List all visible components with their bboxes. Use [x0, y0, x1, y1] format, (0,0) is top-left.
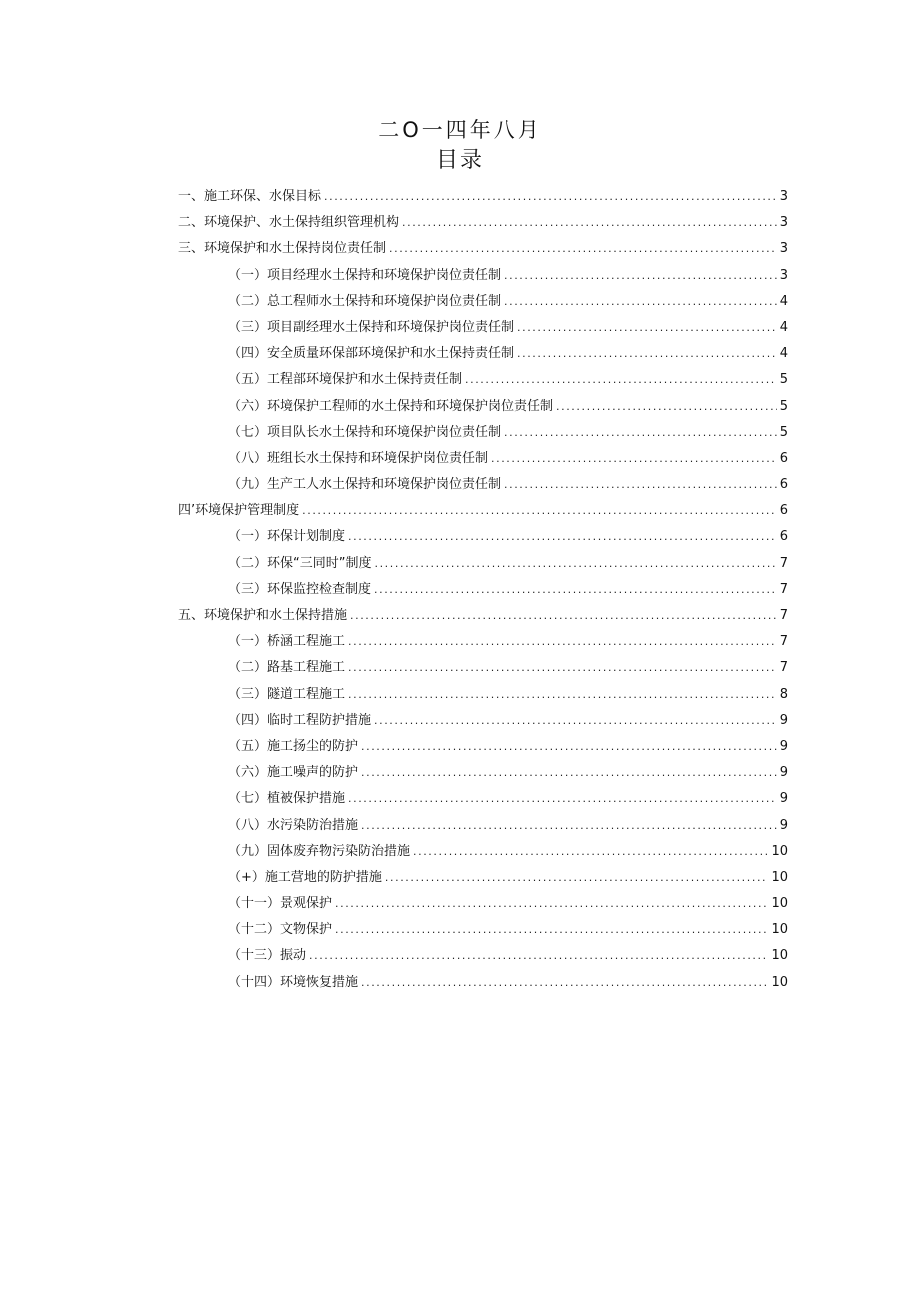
toc-entry[interactable] [178, 708, 788, 734]
toc-page-number: 5 [779, 398, 788, 414]
toc-entry[interactable] [178, 970, 788, 996]
toc-entry[interactable] [178, 498, 788, 524]
toc-entry[interactable] [178, 551, 788, 577]
toc-entry[interactable] [178, 289, 788, 315]
toc-entry-title: （二）环保“三同时”制度 [228, 555, 372, 571]
toc-dot-leader [348, 786, 777, 812]
toc-page-number: 10 [771, 922, 788, 938]
toc-entry-title: （三）项目副经理水土保持和环境保护岗位责任制 [228, 319, 515, 335]
toc-dot-leader [402, 210, 777, 236]
toc-entry-title: （四）临时工程防护措施 [228, 712, 372, 728]
toc-entry[interactable] [178, 734, 788, 760]
toc-page-number: 5 [779, 424, 788, 440]
toc-page-number: 9 [779, 817, 788, 833]
toc-dot-leader [389, 236, 777, 262]
toc-entry-title: （一）项目经理水土保持和环境保护岗位责任制 [228, 267, 502, 283]
toc-dot-leader [335, 891, 768, 917]
toc-entry-title: 五、环境保护和水土保持措施 [178, 608, 348, 623]
toc-title: 目录 [435, 148, 484, 173]
toc-dot-leader [309, 943, 768, 969]
toc-page-number: 5 [779, 372, 788, 388]
toc-page-number: 7 [779, 634, 788, 650]
toc-entry[interactable] [178, 472, 788, 498]
toc-dot-leader [361, 970, 768, 996]
toc-page-number: 9 [779, 712, 788, 728]
toc-entry-title: （+）施工营地的防护措施 [228, 869, 382, 885]
toc-entry-title: 二、环境保护、水土保持组织管理机构 [178, 215, 400, 231]
toc-entry-title: （五）施工扬尘的防护 [228, 738, 359, 754]
toc-page-number: 9 [779, 738, 788, 754]
toc-dot-leader [361, 734, 777, 760]
toc-entry-title: （十四）环境恢复措施 [228, 974, 359, 990]
toc-dot-leader [361, 813, 777, 839]
toc-page-number: 9 [779, 791, 788, 807]
toc-dot-leader [491, 446, 777, 472]
toc-dot-leader [374, 708, 777, 734]
toc-dot-leader [348, 682, 777, 708]
toc-dot-leader [302, 498, 777, 524]
toc-page-number: 4 [779, 346, 788, 362]
toc-page-number: 3 [779, 241, 788, 257]
toc-page-number: 8 [779, 686, 788, 702]
toc-entry[interactable] [178, 184, 788, 210]
toc-entry-title: 三、环境保护和水土保持岗位责任制 [178, 241, 387, 257]
toc-entry[interactable] [178, 446, 788, 472]
toc-page-number: 10 [771, 974, 788, 990]
toc-page-number: 6 [779, 503, 788, 519]
toc-page-number: 7 [779, 660, 788, 676]
toc-entry[interactable] [178, 891, 788, 917]
toc-entry[interactable] [178, 813, 788, 839]
toc-entry-title: （三）隧道工程施工 [228, 686, 346, 702]
toc-page-number: 10 [771, 843, 788, 859]
toc-entry[interactable] [178, 682, 788, 708]
toc-entry[interactable] [178, 865, 788, 891]
toc-entry-title: 四’环境保护管理制度 [178, 503, 300, 519]
toc-entry-title: （八）水污染防治措施 [228, 817, 359, 833]
toc-entry[interactable] [178, 760, 788, 786]
toc-page-number: 3 [779, 189, 788, 204]
toc-entry[interactable] [178, 577, 788, 603]
toc-entry-title: 一、施工环保、水保目标 [178, 189, 322, 204]
table-of-contents [178, 184, 788, 996]
toc-dot-leader [556, 394, 777, 420]
toc-entry[interactable] [178, 655, 788, 681]
toc-entry-title: （八）班组长水土保持和环境保护岗位责任制 [228, 450, 489, 466]
toc-entry-title: （十一）景观保护 [228, 896, 333, 912]
toc-entry-title: （七）项目队长水土保持和环境保护岗位责任制 [228, 424, 502, 440]
toc-entry-title: （十三）振动 [228, 948, 307, 964]
toc-entry[interactable] [178, 943, 788, 969]
toc-entry-title: （六）环境保护工程师的水土保持和环境保护岗位责任制 [228, 398, 554, 414]
toc-entry[interactable] [178, 420, 788, 446]
toc-dot-leader [361, 760, 777, 786]
toc-dot-leader [348, 655, 777, 681]
toc-dot-leader [517, 315, 777, 341]
toc-page-number: 4 [779, 293, 788, 309]
toc-dot-leader [504, 420, 777, 446]
toc-page-number: 3 [779, 267, 788, 283]
toc-dot-leader [350, 603, 777, 629]
toc-entry[interactable] [178, 629, 788, 655]
toc-entry[interactable] [178, 210, 788, 236]
toc-entry[interactable] [178, 367, 788, 393]
toc-dot-leader [504, 289, 777, 315]
toc-entry-title: （四）安全质量环保部环境保护和水土保持责任制 [228, 346, 515, 362]
document-date: 二O一四年八月 [378, 118, 542, 142]
toc-page-number: 10 [771, 896, 788, 912]
toc-dot-leader [385, 865, 769, 891]
toc-dot-leader [374, 577, 777, 603]
toc-entry-title: （十二）文物保护 [228, 922, 333, 938]
toc-dot-leader [517, 341, 777, 367]
toc-entry[interactable] [178, 315, 788, 341]
toc-entry-title: （二）总工程师水土保持和环境保护岗位责任制 [228, 293, 502, 309]
toc-entry-title: （五）工程部环境保护和水土保持责任制 [228, 372, 463, 388]
toc-entry[interactable] [178, 524, 788, 550]
toc-page-number: 6 [779, 477, 788, 493]
toc-entry-title: （七）植被保护措施 [228, 791, 346, 807]
toc-entry-title: （九）生产工人水土保持和环境保护岗位责任制 [228, 477, 502, 493]
toc-page-number: 6 [779, 529, 788, 545]
toc-entry-title: （一）环保计划制度 [228, 529, 346, 545]
toc-dot-leader [504, 472, 777, 498]
toc-page-number: 3 [779, 215, 788, 231]
toc-entry[interactable] [178, 263, 788, 289]
toc-dot-leader [504, 263, 777, 289]
toc-dot-leader [374, 551, 776, 577]
toc-entry[interactable] [178, 786, 788, 812]
toc-page-number: 9 [779, 765, 788, 781]
toc-dot-leader [465, 367, 777, 393]
toc-entry[interactable] [178, 603, 788, 629]
toc-page-number: 7 [779, 555, 788, 571]
toc-entry-title: （九）固体废弃物污染防治措施 [228, 843, 411, 859]
toc-entry[interactable] [178, 394, 788, 420]
toc-page-number: 7 [779, 608, 788, 623]
toc-dot-leader [324, 184, 777, 210]
toc-page-number: 10 [771, 869, 788, 885]
toc-entry-title: （六）施工噪声的防护 [228, 765, 359, 781]
toc-entry-title: （一）桥涵工程施工 [228, 634, 346, 650]
toc-dot-leader [348, 524, 777, 550]
toc-entry[interactable] [178, 236, 788, 262]
toc-page-number: 7 [779, 581, 788, 597]
toc-dot-leader [413, 839, 768, 865]
toc-page-number: 6 [779, 450, 788, 466]
toc-entry-title: （二）路基工程施工 [228, 660, 346, 676]
toc-dot-leader [335, 917, 768, 943]
toc-page-number: 4 [779, 319, 788, 335]
toc-entry[interactable] [178, 839, 788, 865]
toc-page-number: 10 [771, 948, 788, 964]
toc-entry[interactable] [178, 917, 788, 943]
toc-entry-title: （三）环保监控检查制度 [228, 581, 372, 597]
toc-dot-leader [348, 629, 777, 655]
toc-entry[interactable] [178, 341, 788, 367]
